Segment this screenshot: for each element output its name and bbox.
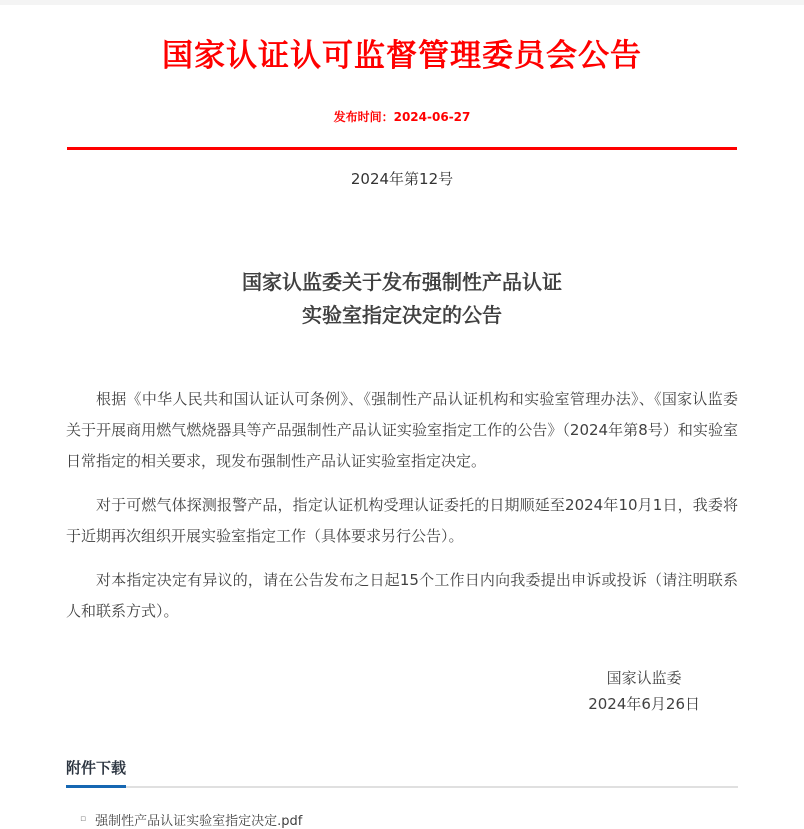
article-title-line1: 国家认监委关于发布强制性产品认证: [242, 270, 562, 295]
attachment-pdf-link[interactable]: 强制性产品认证实验室指定决定.pdf: [95, 814, 303, 829]
publish-date: 发布时间：2024-06-27: [333, 110, 471, 125]
attachments-header: [66, 757, 738, 788]
article-body: [66, 384, 738, 627]
paragraph-3: 对本指定决定有异议的，请在公告发布之日起15个工作日内向我委提出申诉或投诉（请注明联系人和联系方式）。: [66, 571, 738, 621]
article-title-line2: 实验室指定决定的公告: [302, 303, 502, 328]
article-content: [66, 266, 738, 829]
signature-date: 2024年6月26日: [588, 695, 700, 714]
signature-block: [66, 665, 738, 717]
top-strip: [0, 0, 804, 5]
red-divider: [67, 147, 737, 150]
attachments-section: [66, 757, 738, 829]
attachment-item[interactable]: [80, 810, 738, 829]
paragraph-1: 根据《中华人民共和国认证认可条例》、《强制性产品认证机构和实验室管理办法》、《国家认监委关于开展商用燃气燃烧器具等产品强制性产品认证实验室指定工作的公告》（2024年第8号）和实验室日常指定的相关要求，现发布强制性产品认证实验室指定决定。: [66, 390, 738, 471]
issue-number: 2024年第12号: [350, 170, 454, 189]
signature-org: 国家认监委: [606, 669, 682, 688]
attachments-list: [66, 810, 738, 829]
article-title: [66, 266, 738, 332]
square-bullet-icon: ▫: [80, 814, 87, 825]
attachments-title: 附件下载: [66, 757, 126, 788]
signature-inner: [588, 665, 700, 717]
page-title: 国家认证认可监督管理委员会公告: [162, 38, 642, 74]
paragraph-2: 对于可燃气体探测报警产品，指定认证机构受理认证委托的日期顺延至2024年10月1日，我委将于近期再次组织开展实验室指定工作（具体要求另行公告）。: [66, 496, 738, 546]
